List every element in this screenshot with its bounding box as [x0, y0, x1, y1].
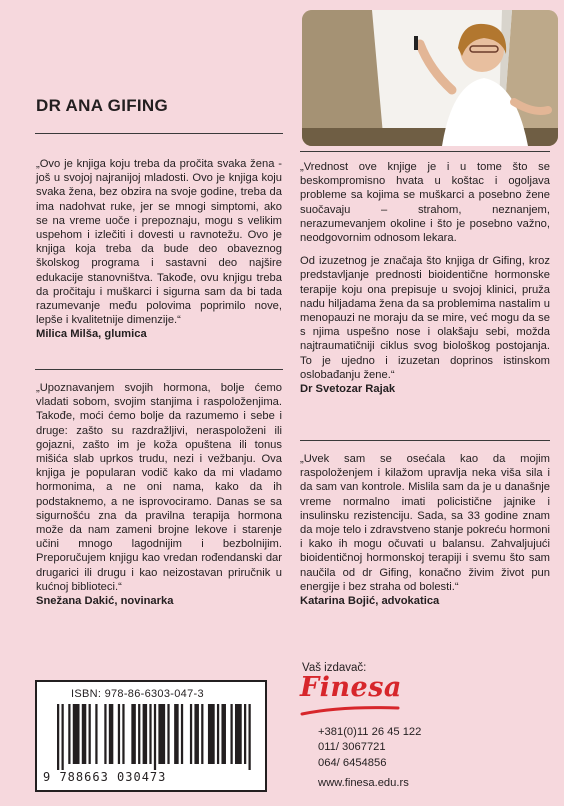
testimonial-quote [300, 160, 550, 396]
barcode-bar [89, 704, 91, 764]
publisher-logo: Finesa [300, 672, 402, 703]
barcode-bar [82, 704, 87, 764]
barcode-bar [73, 704, 80, 764]
barcode-bar [181, 704, 183, 764]
testimonial-quote [300, 452, 550, 608]
barcode-bar [68, 704, 70, 764]
barcode-bar [57, 704, 59, 770]
quote-signature: Katarina Bojić, advokatica [300, 595, 440, 608]
barcode-bar [104, 704, 106, 764]
publisher-label: Vaš izdavač: [302, 662, 367, 674]
barcode-bar [138, 704, 140, 764]
barcode-bar [118, 704, 120, 764]
quote-text: Od izuzetnog je značaja što knjiga dr Gifing, kroz predstavljanje prednosti bioidentične hormonske terapije koju ona prepisuje u svojoj klinici, pruža nadu hiljadama žena da sa problemima nastalim u menopauzi ne moraju da se mire, već mogu da se s njima uspešno nose i olakšaju sebi, možda najtraumatičniji ciklus svog biološkog postojanja. To je ujedno i izuzetan doprinos istinskom oslobađanju žene.“ [300, 255, 550, 381]
barcode-bar [143, 704, 148, 764]
logo-swoosh-icon [300, 704, 400, 718]
barcode-icon [57, 704, 253, 770]
isbn-number: ISBN: 978-86-6303-047-3 [71, 688, 204, 700]
quote-signature: Milica Milša, glumica [36, 328, 147, 341]
author-photo [302, 10, 558, 146]
barcode-bar [149, 704, 151, 764]
quote-text: „Ovo je knjiga koju treba da pročita svaka žena - još u svojoj najranijoj mladosti. Ovo je knjiga koju svaka žena, bez obzira na svoje godine, treba da ima nadohvat ruke, jer se mnogi simptomi, ako se na vreme uoče i prepoznaju, mogu s velikim uspehom i izlečiti i dovesti u ravnotežu. Ovo je knjiga koja treba da bude deo obaveznog školskog programa i sastavni deo najšire edukacije stanovništva. Takođe, ovu knjigu treba da pročitaju i muškarci i sigurna sam da bi tada razumevanje među polovima poprimilo nove, lepše i kvalitetnije dimenzije.“ [36, 158, 282, 327]
barcode-bar [109, 704, 114, 764]
quote-text: „Upoznavanjem svojih hormona, bolje ćemo vladati sobom, svojim stanjima i raspoloženjima. Takođe, moći ćemo bolje da razumemo i sebe i druge: zašto su razdražljivi, neraspoloženi ili gojazni, zašto im je koža opuštena ili tonus mišića slab uprkos trudu, nezi i vežbanju. Ova knjiga je popularan vodič kako da mi vladamo hormonima, a ne oni nama, kako da ih podstaknemo, a ne isprovociramo. Danas se sa sigurnošću zna da pravilna terapija hormona može da nam zameni brojne lekove i starenje učini mnogo lagodnijim i bezbolnijim. Preporučujem knjigu kao vredan rođendanski dar drugarici ili drugu i kao neizostavan priručnik u kućnoj biblioteci.“ [36, 382, 282, 593]
author-photo-illustration [302, 10, 558, 146]
barcode-bar [95, 704, 97, 764]
barcode-bar [174, 704, 179, 764]
author-name: DR ANA GIFING [36, 96, 169, 115]
barcode-bar [248, 704, 250, 770]
publisher-phone: +381(0)11 26 45 122 [318, 726, 422, 738]
barcode-bar [190, 704, 192, 764]
barcode-bar [217, 704, 219, 764]
barcode-digits: 9 788663 030473 [43, 770, 167, 784]
quote-signature: Snežana Dakić, novinarka [36, 595, 174, 608]
barcode-bar [230, 704, 232, 764]
barcode-bar [194, 704, 199, 764]
barcode-bar [235, 704, 242, 764]
barcode-bar [201, 704, 203, 764]
barcode-bar [131, 704, 136, 764]
quote-signature: Dr Svetozar Rajak [300, 383, 396, 396]
publisher-phone: 064/ 6454856 [318, 757, 387, 769]
quote-text: „Uvek sam se osećala kao da mojim raspoloženjem i kilažom upravlja neka viša sila i da sam van kontrole. Mislila sam da je u današnje vreme normalno imati policistične jajnike i insulinsku rezistenciju. Sada, sa 33 godine znam da moje telo i zdravstveno stanje pokreću hormoni i kako ih mogu očuvati u balansu. Zahvaljujući bioidentičnoj hormonskoj terapiji i svemu što sam naučila od dr Gifing, konačno živim život pun energije i bez straha od bolesti.“ [300, 453, 550, 593]
testimonial-quote [36, 157, 282, 342]
barcode-bar [158, 704, 165, 764]
publisher-website[interactable]: www.finesa.edu.rs [318, 777, 409, 789]
divider [35, 133, 283, 134]
barcode-bar [208, 704, 215, 764]
barcode-bar [244, 704, 246, 764]
barcode-bar [221, 704, 226, 764]
barcode-box [35, 680, 267, 792]
divider [35, 369, 283, 370]
publisher-phone: 011/ 3067721 [318, 741, 386, 753]
barcode-bar [167, 704, 169, 764]
barcode-bar [154, 704, 156, 770]
quote-text: „Vrednost ove knjige je i u tome što se beskompromisno hvata u koštac i ogoljava probleme sa kojima se muškarci a posebno žene suočavaju – strahom, neznanjem, nerazumevanjem okoline i što je posebno važno, neodgovornim odnosom lekara. [300, 161, 550, 245]
divider [300, 151, 550, 152]
testimonial-quote [36, 381, 282, 608]
barcode-bar [122, 704, 124, 764]
divider [300, 440, 550, 441]
barcode-bar [62, 704, 64, 770]
